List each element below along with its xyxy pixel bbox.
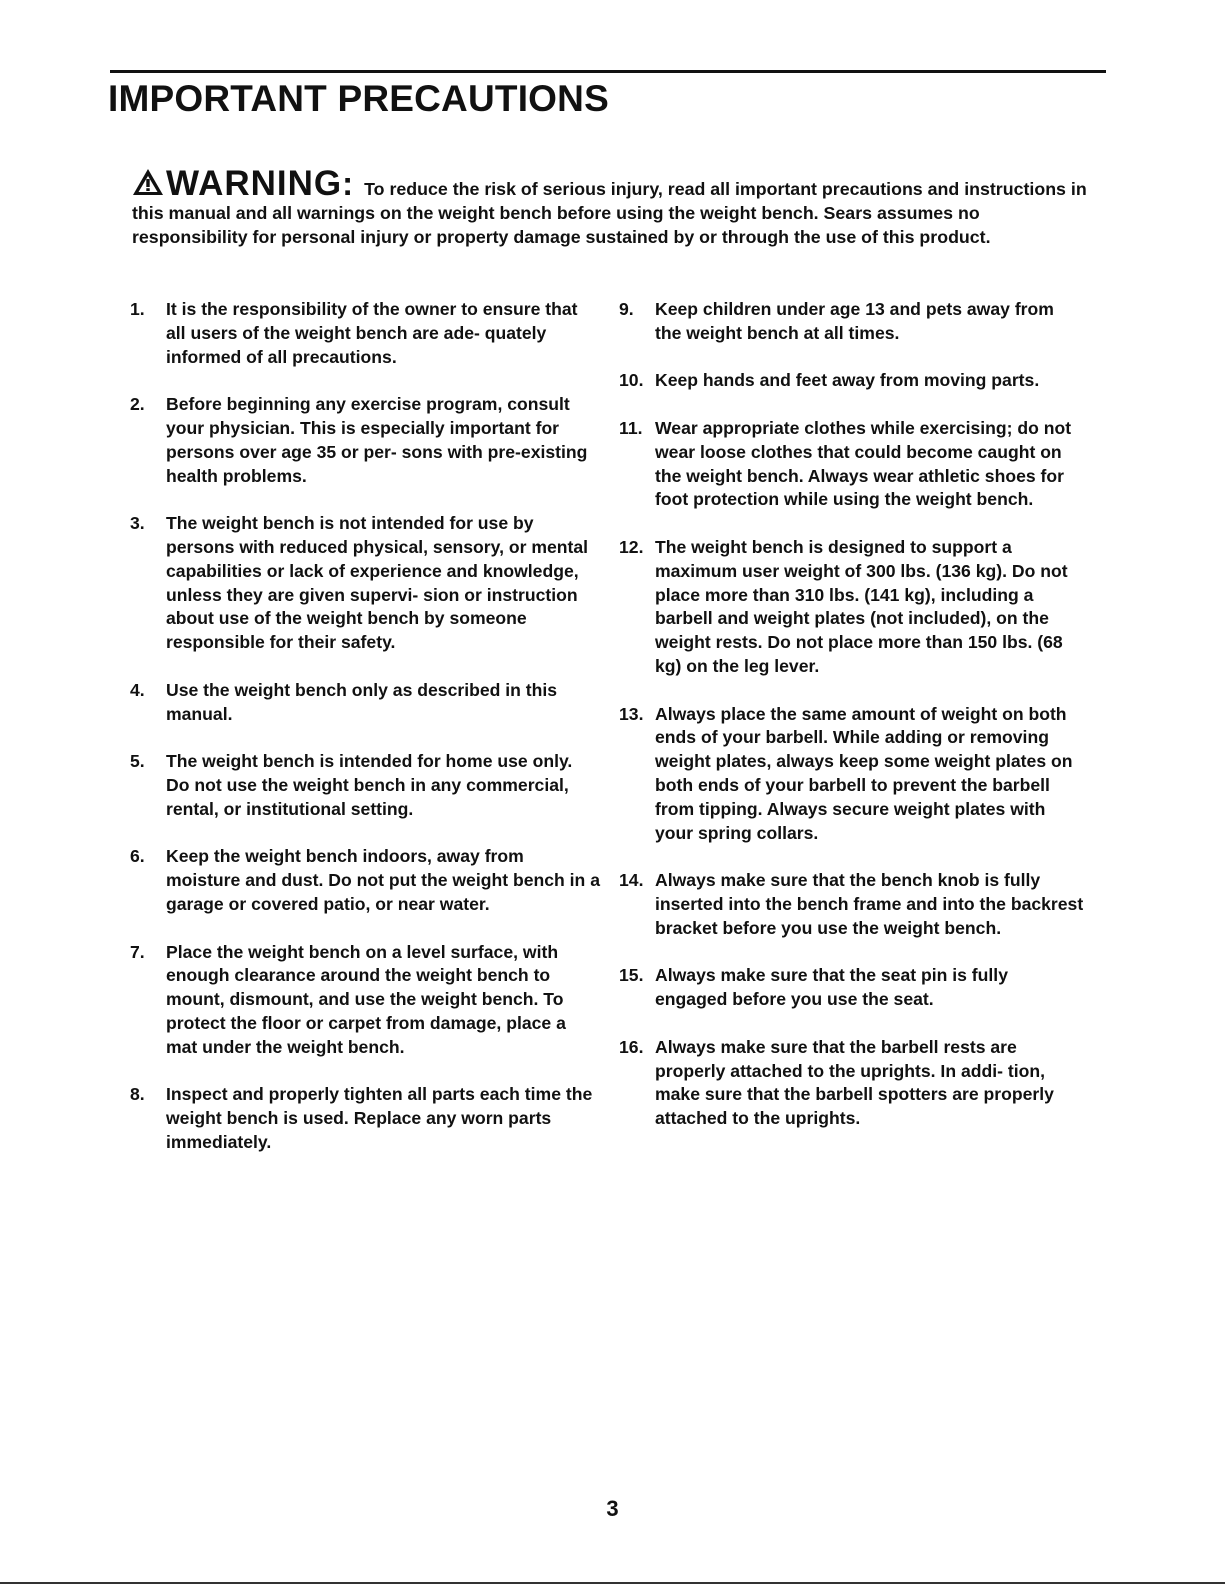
precaution-number: 10.	[619, 370, 644, 391]
precaution-text: The weight bench is not intended for use by persons with reduced physical, sensory, or mental capabilities or lack of experience and knowledge, unless they are given supervi- sion or instruction about use of the weight bench by someone responsible for their safety.	[166, 513, 589, 653]
precaution-text: Always make sure that the barbell rests are properly attached to the uprights. In addi- tion, make sure that the barbell spotters are properly attached to the uprights.	[655, 1036, 1054, 1129]
warning-label: WARNING	[166, 164, 343, 203]
precaution-text: It is the responsibility of the owner to ensure that all users of the weight bench are ade- quately informed of all precautions.	[166, 299, 578, 367]
precaution-text: The weight bench is designed to support a maximum user weight of 300 lbs. (136 kg). Do not place more than 310 lbs. (141 kg), including a barbell and weight plates (not included), on the weight rests. Do not place more than 150 lbs. (68 kg) on the leg lever.	[655, 536, 1068, 676]
title-rule	[110, 70, 1106, 73]
warning-text: To reduce the risk of serious injury, read all important precautions and instructions in this manual and all warnings on the weight bench before using the weight bench. Sears assumes no responsibility for personal injury or property damage sustained by or through the use of this product.	[132, 179, 1087, 248]
precaution-text: Before beginning any exercise program, consult your physician. This is especially important for persons over age 35 or per- sons with pre-existing health problems.	[166, 394, 588, 486]
precaution-number: 14.	[619, 870, 644, 891]
precaution-text: Always make sure that the seat pin is fully engaged before you use the seat.	[655, 965, 1008, 1010]
precaution-number: 16.	[619, 1036, 644, 1057]
precaution-item-16	[619, 1036, 1085, 1131]
page-title: IMPORTANT PRECAUTIONS	[108, 78, 609, 119]
precautions-right-column	[619, 298, 1085, 1155]
precaution-item-2	[130, 393, 600, 488]
precaution-text: Wear appropriate clothes while exercising; do not wear loose clothes that could become caught on the weight bench. Always wear athletic shoes for foot protection while using the weight bench.	[655, 417, 1072, 510]
precaution-item-11	[619, 417, 1085, 512]
precautions-left-column	[130, 298, 600, 1178]
precaution-number: 1.	[130, 299, 145, 319]
precaution-item-1	[130, 298, 600, 369]
precaution-text: Always place the same amount of weight on both ends of your barbell. While adding or removing weight plates, always keep some weight plates on both ends of your barbell to prevent the barbell from tipping. Always secure weight plates with your spring collars.	[655, 703, 1073, 843]
precaution-item-3	[130, 512, 600, 655]
precaution-item-12	[619, 536, 1085, 679]
precaution-number: 2.	[130, 394, 145, 415]
precaution-number: 5.	[130, 751, 145, 772]
precaution-number: 4.	[130, 679, 145, 700]
precaution-text: Inspect and properly tighten all parts each time the weight bench is used. Replace any worn parts immediately.	[166, 1084, 593, 1152]
warning-block	[132, 166, 1092, 250]
precaution-text: Use the weight bench only as described in this manual.	[166, 679, 558, 724]
precaution-item-13	[619, 703, 1085, 846]
precaution-item-9	[619, 298, 1085, 346]
precaution-number: 7.	[130, 941, 145, 962]
warning-heading	[132, 164, 359, 203]
precaution-text: Place the weight bench on a level surface, with enough clearance around the weight bench to mount, dismount, and use the weight bench. To protect the floor or carpet from damage, place a mat under the weight bench.	[166, 941, 566, 1057]
precaution-item-14	[619, 869, 1085, 940]
precaution-text: Keep children under age 13 and pets away from the weight bench at all times.	[655, 299, 1054, 343]
page-bottom-edge	[0, 1582, 1225, 1584]
precaution-number: 11.	[619, 417, 643, 438]
precaution-text: Keep hands and feet away from moving parts.	[655, 370, 1040, 391]
precaution-item-10	[619, 369, 1085, 393]
precaution-number: 3.	[130, 513, 145, 534]
precaution-text: Keep the weight bench indoors, away from moisture and dust. Do not put the weight bench in a garage or covered patio, or near water.	[166, 846, 600, 914]
warning-triangle-icon	[132, 168, 164, 196]
precaution-number: 13.	[619, 703, 644, 724]
page-number: 3	[606, 1496, 619, 1521]
precaution-number: 15.	[619, 965, 644, 986]
precaution-item-7	[130, 941, 600, 1060]
precaution-number: 9.	[619, 299, 634, 319]
precaution-item-15	[619, 964, 1085, 1012]
precaution-item-4	[130, 679, 600, 727]
precaution-item-6	[130, 845, 600, 916]
warning-colon: :	[342, 165, 354, 202]
precaution-item-5	[130, 750, 600, 821]
precaution-number: 6.	[130, 846, 145, 867]
precaution-item-8	[130, 1083, 600, 1154]
precaution-number: 8.	[130, 1084, 145, 1105]
precaution-number: 12.	[619, 536, 644, 557]
precaution-text: The weight bench is intended for home use only. Do not use the weight bench in any commercial, rental, or institutional setting.	[166, 751, 573, 819]
precaution-text: Always make sure that the bench knob is fully inserted into the bench frame and into the backrest bracket before you use the weight bench.	[655, 870, 1084, 938]
